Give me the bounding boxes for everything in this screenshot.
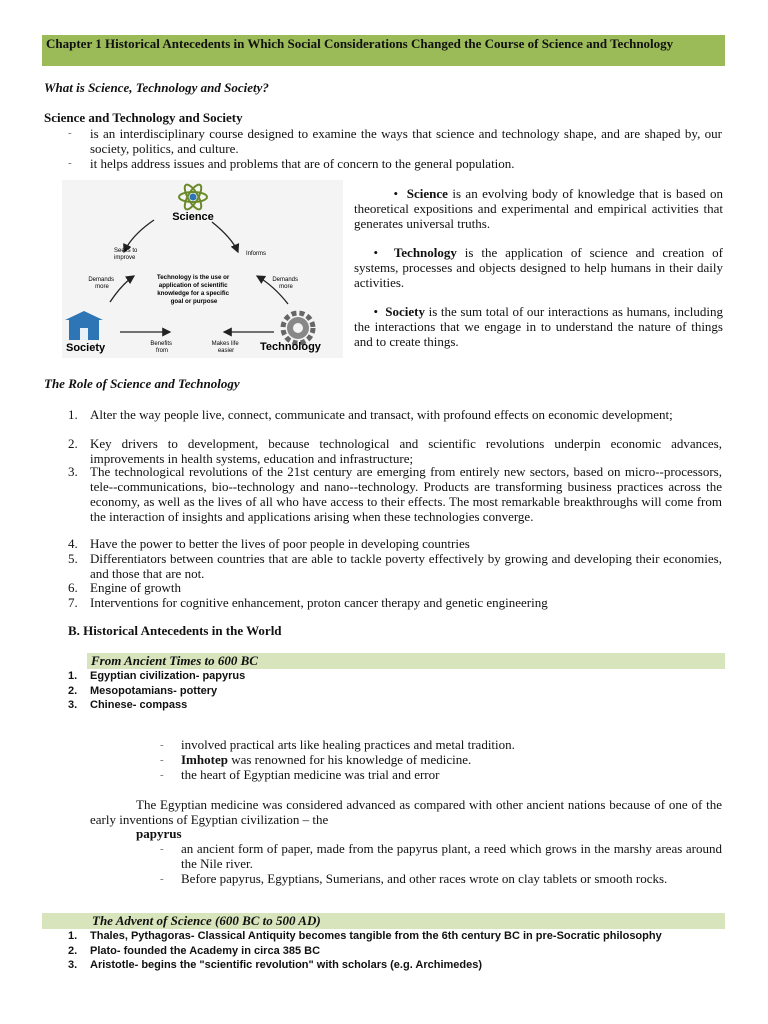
- chapter-title: Chapter 1 Historical Antecedents in Which Social Considerations Changed the Course of Science and Technology: [46, 36, 674, 51]
- bullet-marker: •: [373, 245, 378, 260]
- dash-marker: -: [160, 843, 164, 855]
- dash-marker: -: [160, 754, 164, 766]
- historical-heading: B. Historical Antecedents in the World: [68, 623, 282, 638]
- bullet-marker: •: [393, 186, 398, 201]
- dash-marker: -: [68, 127, 72, 139]
- ancient-bullet-3: the heart of Egyptian medicine was trial and error: [181, 767, 440, 782]
- sts-heading: Science and Technology and Society: [44, 110, 243, 125]
- list-number: 3.: [68, 464, 78, 479]
- definition-technology: • Technology is the application of science and creation of systems, processes and objects designed to help humans in their daily activities.: [354, 245, 723, 290]
- list-number: 7.: [68, 595, 78, 610]
- sts-point-1: is an interdisciplinary course designed to examine the ways that science and technology shape, and are shaped by, our society, politics, and culture.: [90, 126, 722, 156]
- role-item-6: Engine of growth: [90, 580, 181, 595]
- role-item-5: Differentiators between countries that are able to tackle poverty effectively by growing and developing their economies, and those that are not.: [90, 551, 722, 581]
- advent-bar: [42, 913, 725, 929]
- papyrus-point-1: an ancient form of paper, made from the papyrus plant, a reed which grows in the marshy areas around the Nile river.: [181, 841, 722, 871]
- dash-marker: -: [68, 157, 72, 169]
- definition-society: • Society is the sum total of our interactions as humans, including the interactions that we engage in to understand the nature of things and to create things.: [354, 304, 724, 349]
- role-item-2: Key drivers to development, because technological and scientific revolutions underpin economic advances, improvements in health systems, education and infrastructure;: [90, 436, 722, 466]
- sts-diagram: [62, 180, 343, 358]
- dash-marker: -: [160, 739, 164, 751]
- egyptian-medicine-paragraph: The Egyptian medicine was considered advanced as compared with other ancient nations because of one of the early inventions of Egyptian civilization – the: [90, 797, 722, 827]
- gear-icon: [283, 313, 313, 343]
- ancient-bullet-2: Imhotep was renowned for his knowledge of medicine.: [181, 752, 472, 767]
- definition-science: • Science is an evolving body of knowledge that is based on theoretical expositions and experimental and empirical activities that generates universal truths.: [354, 186, 723, 231]
- papyrus-label: papyrus: [136, 826, 182, 841]
- list-item: 3. Chinese- compass: [68, 699, 188, 711]
- diagram-seeks-label: Seeks to improve: [114, 248, 138, 261]
- diagram-demands-left-label: Demands more: [88, 277, 115, 290]
- role-item-1: Alter the way people live, connect, communicate and transact, with profound effects on economic development;: [90, 407, 673, 422]
- chapter-title-bar: [42, 35, 725, 66]
- dash-marker: -: [160, 769, 164, 781]
- role-item-7: Interventions for cognitive enhancement, proton cancer therapy and genetic engineering: [90, 595, 548, 610]
- diagram-science: Science: [172, 211, 214, 223]
- diagram-society: Society: [66, 342, 106, 354]
- sts-point-2: it helps address issues and problems that are of concern to the general population.: [90, 156, 515, 171]
- list-number: 4.: [68, 536, 78, 551]
- role-item-3: The technological revolutions of the 21st century are emerging from entirely new sectors, based on micro--processors, tele--communications, bio--technology and nano--technology. Products are transforming business practices across the economy, as well as the lives of all who have access to their effects. The most remarkable breakthroughs will come from the interaction of insights and applications arising when these technologies converge.: [90, 464, 722, 524]
- role-item-4: Have the power to better the lives of poor people in developing countries: [90, 536, 470, 551]
- ancient-times-heading: From Ancient Times to 600 BC: [91, 653, 258, 668]
- diagram-makes-life-label: Makes life easier: [211, 341, 239, 354]
- diagram-informs-label: Informs: [246, 251, 267, 257]
- diagram-demands-right-label: Demands more: [272, 277, 299, 290]
- list-number: 5.: [68, 551, 78, 566]
- role-heading: The Role of Science and Technology: [44, 376, 240, 391]
- dash-marker: -: [160, 873, 164, 885]
- advent-list: [68, 929, 662, 973]
- bullet-marker: •: [373, 304, 378, 319]
- list-number: 1.: [68, 407, 78, 422]
- ancient-times-bar: [87, 653, 725, 669]
- question-heading: What is Science, Technology and Society?: [44, 80, 269, 95]
- ancient-list: [68, 669, 245, 713]
- ancient-bullet-1: involved practical arts like healing practices and metal tradition.: [181, 737, 515, 752]
- papyrus-point-2: Before papyrus, Egyptians, Sumerians, and other races wrote on clay tablets or smooth rocks.: [181, 871, 668, 886]
- list-number: 2.: [68, 436, 78, 451]
- list-item: 1. Thales, Pythagoras- Classical Antiquity becomes tangible from the 6th century BC in pre-Socratic philosophy: [68, 930, 662, 942]
- list-item: 1. Egyptian civilization- papyrus: [68, 670, 246, 682]
- diagram-technology: Technology: [260, 341, 321, 353]
- list-item: 3. Aristotle- begins the "scientific revolution" with scholars (e.g. Archimedes): [68, 959, 483, 971]
- list-number: 6.: [68, 580, 78, 595]
- diagram-center-text: Technology is the use or application of scientific knowledge for a specific goal or purpose: [156, 274, 230, 305]
- list-item: 2. Mesopotamians- pottery: [68, 684, 218, 697]
- advent-heading: The Advent of Science (600 BC to 500 AD): [92, 913, 321, 928]
- list-item: 2. Plato- founded the Academy in circa 385 BC: [68, 944, 321, 957]
- diagram-benefits-label: Benefits from: [150, 341, 173, 354]
